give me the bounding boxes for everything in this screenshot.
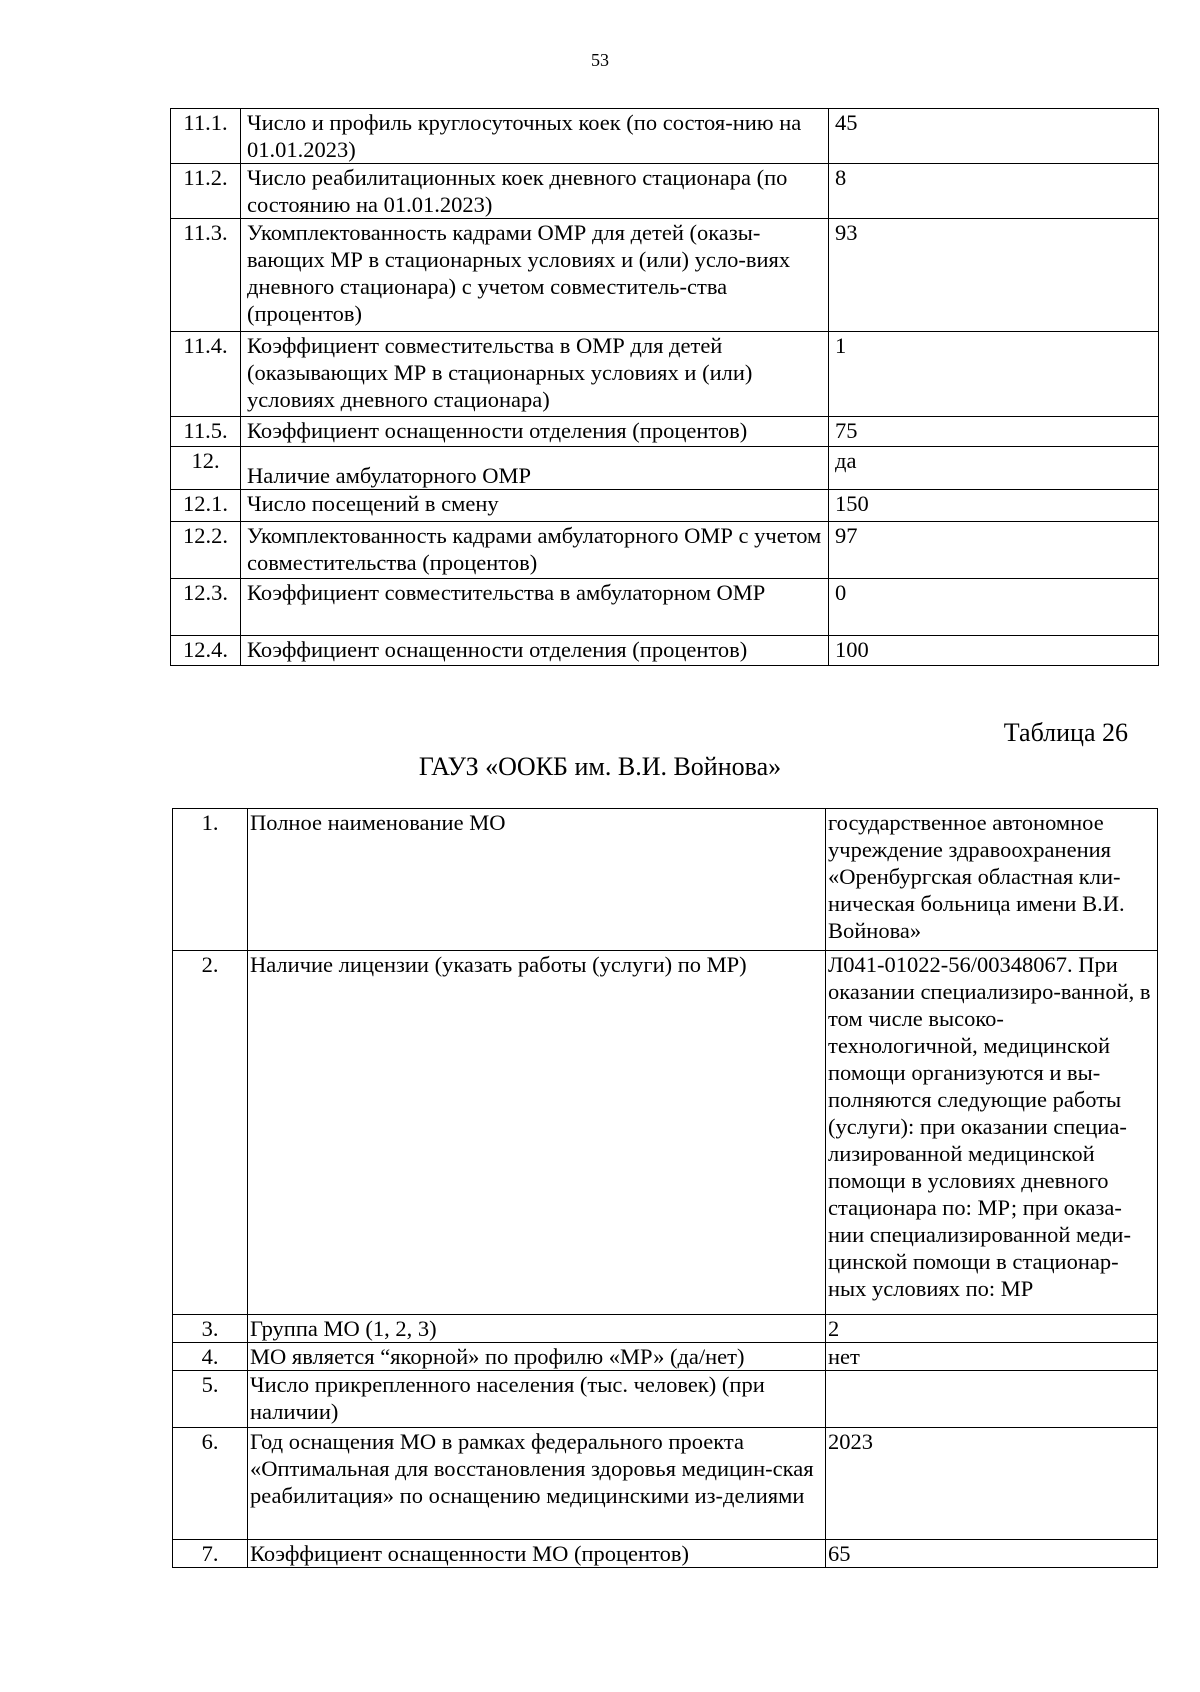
row-description: Коэффициент оснащенности МО (процентов) <box>248 1540 826 1568</box>
row-description: Год оснащения МО в рамках федерального проекта «Оптимальная для восстановления здоровья медицин-ская реабилитация» по оснащению медицинскими из-делиями <box>248 1428 826 1540</box>
table-row <box>171 579 1159 636</box>
row-number: 5. <box>173 1371 248 1428</box>
row-number: 12.4. <box>171 636 241 666</box>
table-row <box>171 490 1159 522</box>
table-row <box>173 1315 1158 1343</box>
table-row <box>173 1540 1158 1568</box>
row-description: Коэффициент оснащенности отделения (процентов) <box>241 636 829 666</box>
row-value: 65 <box>826 1540 1158 1568</box>
table-row <box>171 109 1159 164</box>
page-number: 53 <box>591 50 609 70</box>
row-description: Число и профиль круглосуточных коек (по состоя-нию на 01.01.2023) <box>241 109 829 164</box>
row-number: 11.5. <box>171 417 241 447</box>
row-value: 2023 <box>826 1428 1158 1540</box>
row-number: 11.4. <box>171 332 241 417</box>
row-description: Полное наименование МО <box>248 809 826 951</box>
row-number: 7. <box>173 1540 248 1568</box>
row-number: 12. <box>171 447 241 490</box>
table-row <box>171 164 1159 219</box>
table-row <box>173 1343 1158 1371</box>
table-row <box>173 809 1158 951</box>
row-description: Наличие амбулаторного ОМР <box>241 447 829 490</box>
table-row <box>173 1371 1158 1428</box>
row-value: 93 <box>829 219 1159 332</box>
row-value: да <box>829 447 1159 490</box>
row-value: 8 <box>829 164 1159 219</box>
row-value: Л041-01022-56/00348067. При оказании специализиро-ванной, в том числе высоко-технологичной, медицинской помощи организуются и вы-полняются следующие работы (услуги): при оказании специа-лизированной медицинской помощи в условиях дневного стационара по: МР; при оказа-нии специализированной меди-цинской помощи в стационар-ных условиях по: МР <box>826 951 1158 1315</box>
row-description: Укомплектованность кадрами ОМР для детей (оказы-вающих МР в стационарных условиях и (или) усло-виях дневного стационара) с учетом совместитель-ства (процентов) <box>241 219 829 332</box>
table-row <box>171 636 1159 666</box>
row-value: 100 <box>829 636 1159 666</box>
row-value: 150 <box>829 490 1159 522</box>
row-number: 12.3. <box>171 579 241 636</box>
row-description: Наличие лицензии (указать работы (услуги) по МР) <box>248 951 826 1315</box>
row-description: Коэффициент совместительства в ОМР для детей (оказывающих МР в стационарных условиях и (или) условиях дневного стационара) <box>241 332 829 417</box>
row-description: Коэффициент оснащенности отделения (процентов) <box>241 417 829 447</box>
table-row <box>171 447 1159 490</box>
table-row <box>173 951 1158 1315</box>
row-number: 6. <box>173 1428 248 1540</box>
row-description: Укомплектованность кадрами амбулаторного ОМР с учетом совместительства (процентов) <box>241 522 829 579</box>
row-description: Число посещений в смену <box>241 490 829 522</box>
row-number: 11.2. <box>171 164 241 219</box>
row-description: Число прикрепленного населения (тыс. человек) (при наличии) <box>248 1371 826 1428</box>
organization-title: ГАУЗ «ООКБ им. В.И. Войнова» <box>418 752 782 781</box>
row-value: 1 <box>829 332 1159 417</box>
row-value <box>826 1371 1158 1428</box>
row-description: Коэффициент совместительства в амбулаторном ОМР <box>241 579 829 636</box>
rehab-indicators-table <box>170 108 1159 666</box>
row-value: государственное автономное учреждение здравоохранения «Оренбургская областная кли-ническая больница имени В.И. Войнова» <box>826 809 1158 951</box>
row-number: 12.1. <box>171 490 241 522</box>
row-value: 2 <box>826 1315 1158 1343</box>
row-number: 3. <box>173 1315 248 1343</box>
row-number: 4. <box>173 1343 248 1371</box>
row-value: 0 <box>829 579 1159 636</box>
row-description: Число реабилитационных коек дневного стационара (по состоянию на 01.01.2023) <box>241 164 829 219</box>
table-row <box>171 522 1159 579</box>
organization-info-table <box>172 808 1158 1568</box>
row-value: 75 <box>829 417 1159 447</box>
row-number: 11.1. <box>171 109 241 164</box>
table-row <box>173 1428 1158 1540</box>
table-caption: Таблица 26 <box>1003 718 1128 747</box>
row-description: Группа МО (1, 2, 3) <box>248 1315 826 1343</box>
row-number: 1. <box>173 809 248 951</box>
row-value: 97 <box>829 522 1159 579</box>
table-row <box>171 417 1159 447</box>
table-row <box>171 332 1159 417</box>
row-value: 45 <box>829 109 1159 164</box>
row-value: нет <box>826 1343 1158 1371</box>
row-number: 2. <box>173 951 248 1315</box>
table-row <box>171 219 1159 332</box>
row-number: 11.3. <box>171 219 241 332</box>
row-number: 12.2. <box>171 522 241 579</box>
row-description: МО является “якорной» по профилю «МР» (да/нет) <box>248 1343 826 1371</box>
